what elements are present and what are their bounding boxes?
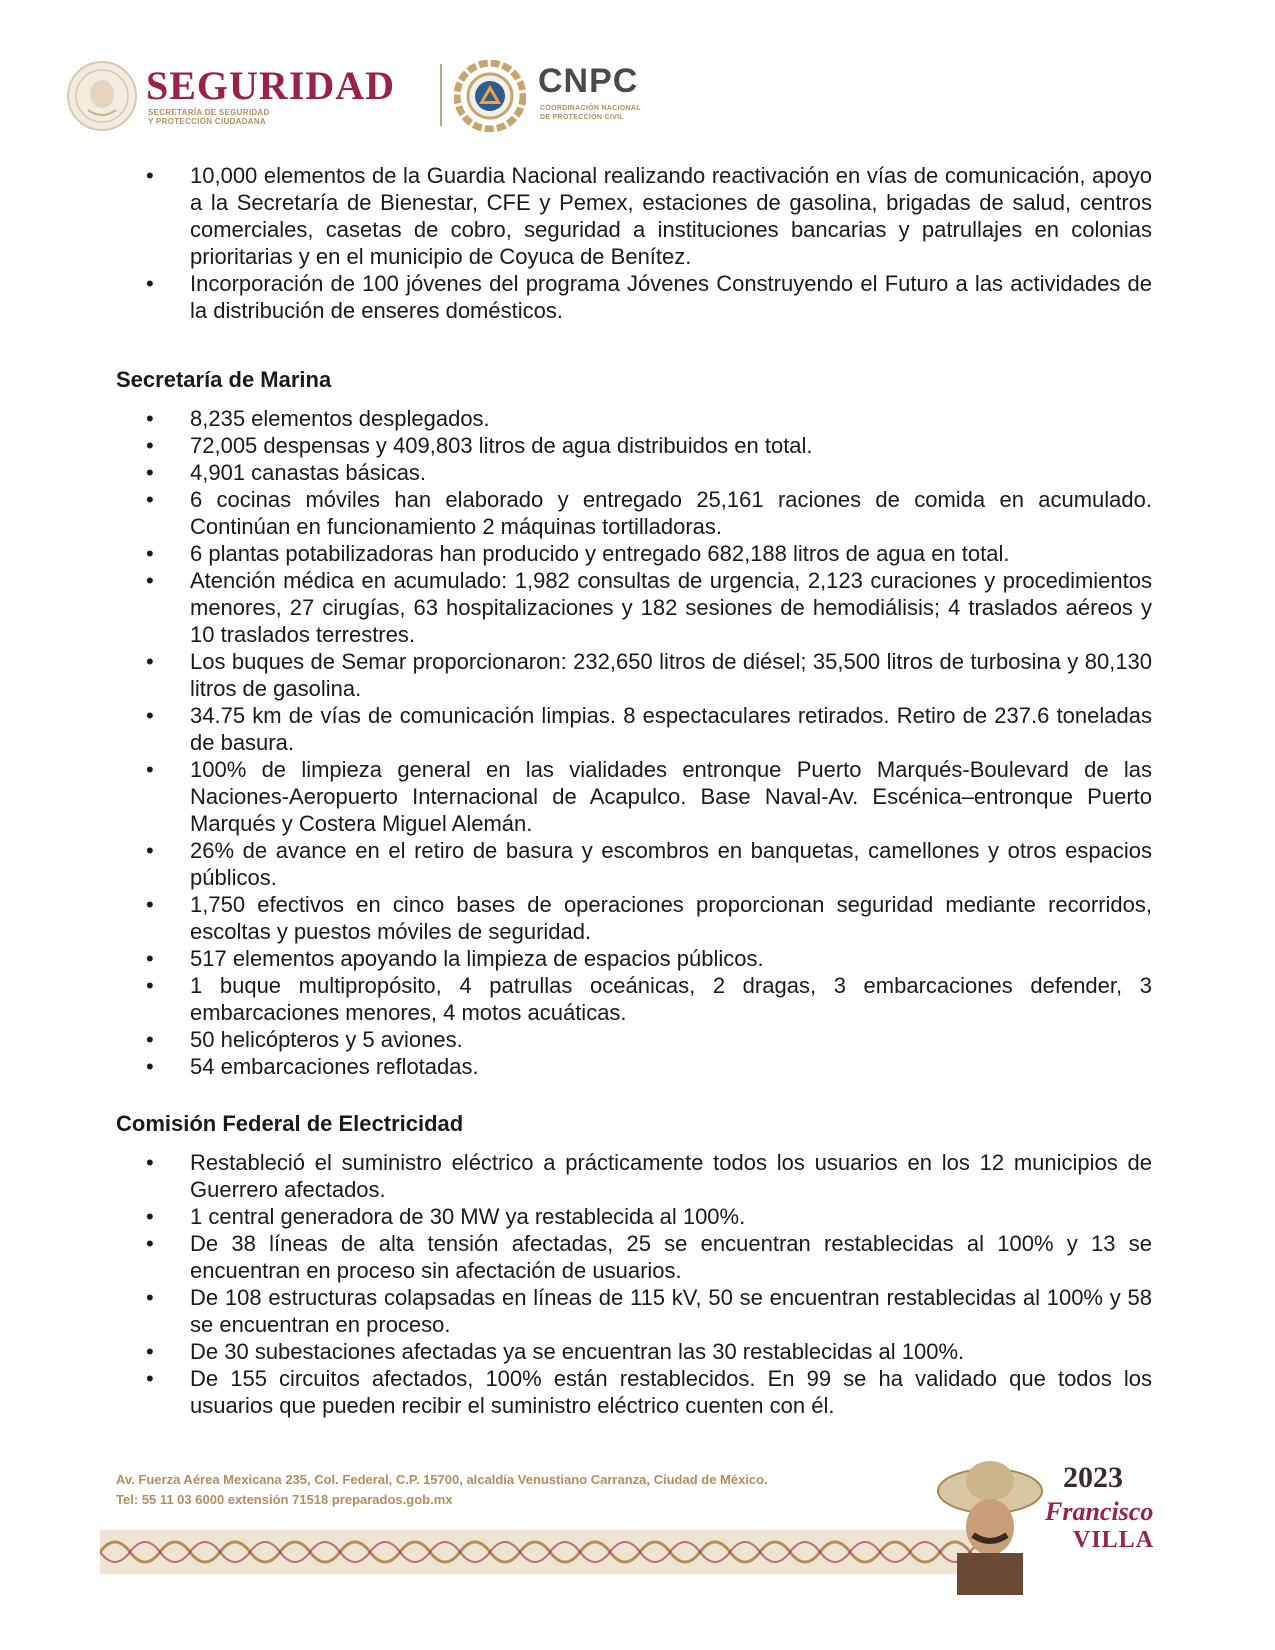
header-divider — [440, 64, 442, 126]
footer-contact — [116, 1470, 768, 1510]
list-item: • De 38 líneas de alta tensión afectadas, 25 se encuentran restablecidas al 100% y 13 se encuentran en proceso sin afectación de usuarios. — [116, 1230, 1152, 1284]
decorative-band — [100, 1530, 1000, 1574]
cnpc-subtitle — [540, 104, 641, 122]
list-item: • 26% de avance en el retiro de basura y escombros en banquetas, camellones y otros espacios públicos. — [116, 837, 1152, 891]
mexico-seal-icon — [66, 60, 138, 132]
list-item: • De 30 subestaciones afectadas ya se encuentran las 30 restablecidas al 100%. — [116, 1338, 1152, 1365]
footer-phone-web: Tel: 55 11 03 6000 extensión 71518 preparados.gob.mx — [116, 1492, 453, 1507]
badge-year: 2023 — [1063, 1461, 1123, 1494]
page-header — [66, 56, 706, 136]
list-item: • Los buques de Semar proporcionaron: 232,650 litros de diésel; 35,500 litros de turbosina y 80,130 litros de gasolina. — [116, 648, 1152, 702]
list-item: • 50 helicópteros y 5 aviones. — [116, 1026, 1152, 1053]
section-title-cfe: Comisión Federal de Electricidad — [116, 1111, 464, 1136]
list-item: • 4,901 canastas básicas. — [116, 459, 1152, 486]
list-item: • De 155 circuitos afectados, 100% están restablecidos. En 99 se ha validado que todos los usuarios que pueden recibir el suministro eléctrico cuenten con él. — [116, 1365, 1152, 1419]
list-item: • 72,005 despensas y 409,803 litros de agua distribuidos en total. — [116, 432, 1152, 459]
list-item: • Incorporación de 100 jóvenes del programa Jóvenes Construyendo el Futuro a las actividades de la distribución de enseres domésticos. — [116, 270, 1152, 324]
list-item: • 8,235 elementos desplegados. — [116, 405, 1152, 432]
francisco-villa-badge — [935, 1455, 1165, 1595]
cnpc-logo-icon — [454, 60, 526, 132]
list-item: • 517 elementos apoyando la limpieza de espacios públicos. — [116, 945, 1152, 972]
document-body — [116, 162, 1152, 1419]
badge-name-first: Francisco — [1045, 1497, 1154, 1526]
cfe-list — [116, 1149, 1152, 1419]
list-item: • 1 buque multipropósito, 4 patrullas oceánicas, 2 dragas, 3 embarcaciones defender, 3 embarcaciones menores, 4 motos acuáticas. — [116, 972, 1152, 1026]
seguridad-subtitle-line-2: Y PROTECCIÓN CIUDADANA — [148, 117, 267, 126]
cnpc-subtitle-line-2: DE PROTECCIÓN CIVIL — [540, 114, 624, 121]
seguridad-subtitle-line-1: SECRETARÍA DE SEGURIDAD — [148, 108, 270, 117]
list-item: • 54 embarcaciones reflotadas. — [116, 1053, 1152, 1080]
cnpc-subtitle-line-1: COORDINACIÓN NACIONAL — [540, 105, 641, 112]
badge-name-last: VILLA — [1073, 1527, 1155, 1553]
seguridad-title: SEGURIDAD — [146, 63, 396, 108]
cnpc-title: CNPC — [538, 62, 639, 100]
list-item: • 100% de limpieza general en las vialidades entronque Puerto Marqués-Boulevard de las Naciones-Aeropuerto Internacional de Acapulco. Base Naval-Av. Escénica–entronque Puerto Marqués y Costera Miguel Alemán. — [116, 756, 1152, 837]
marina-list — [116, 405, 1152, 1080]
list-item: • 6 cocinas móviles han elaborado y entregado 25,161 raciones de comida en acumulado. Continúan en funcionamiento 2 máquinas tortilladoras. — [116, 486, 1152, 540]
intro-list — [116, 162, 1152, 324]
footer-address: Av. Fuerza Aérea Mexicana 235, Col. Federal, C.P. 15700, alcaldía Venustiano Carranza, Ciudad de México. — [116, 1472, 768, 1487]
list-item: • 1 central generadora de 30 MW ya restablecida al 100%. — [116, 1203, 1152, 1230]
list-item: • 10,000 elementos de la Guardia Nacional realizando reactivación en vías de comunicación, apoyo a la Secretaría de Bienestar, CFE y Pemex, estaciones de gasolina, brigadas de salud, centros comerciales, casetas de cobro, seguridad a instituciones bancarias y patrullajes en colonias prioritarias y en el municipio de Coyuca de Benítez. — [116, 162, 1152, 270]
list-item: • Atención médica en acumulado: 1,982 consultas de urgencia, 2,123 curaciones y procedimientos menores, 27 cirugías, 63 hospitalizaciones y 182 sesiones de hemodiálisis; 4 traslados aéreos y 10 traslados terrestres. — [116, 567, 1152, 648]
list-item: • 6 plantas potabilizadoras han producido y entregado 682,188 litros de agua en total. — [116, 540, 1152, 567]
list-item: • 1,750 efectivos en cinco bases de operaciones proporcionan seguridad mediante recorridos, escoltas y puestos móviles de seguridad. — [116, 891, 1152, 945]
section-title-marina: Secretaría de Marina — [116, 367, 332, 392]
list-item: • De 108 estructuras colapsadas en líneas de 115 kV, 50 se encuentran restablecidas al 100% y 58 se encuentran en proceso. — [116, 1284, 1152, 1338]
list-item: • Restableció el suministro eléctrico a prácticamente todos los usuarios en los 12 municipios de Guerrero afectados. — [116, 1149, 1152, 1203]
list-item: • 34.75 km de vías de comunicación limpias. 8 espectaculares retirados. Retiro de 237.6 toneladas de basura. — [116, 702, 1152, 756]
francisco-villa-portrait-icon — [935, 1455, 1045, 1595]
seguridad-subtitle — [148, 108, 270, 126]
